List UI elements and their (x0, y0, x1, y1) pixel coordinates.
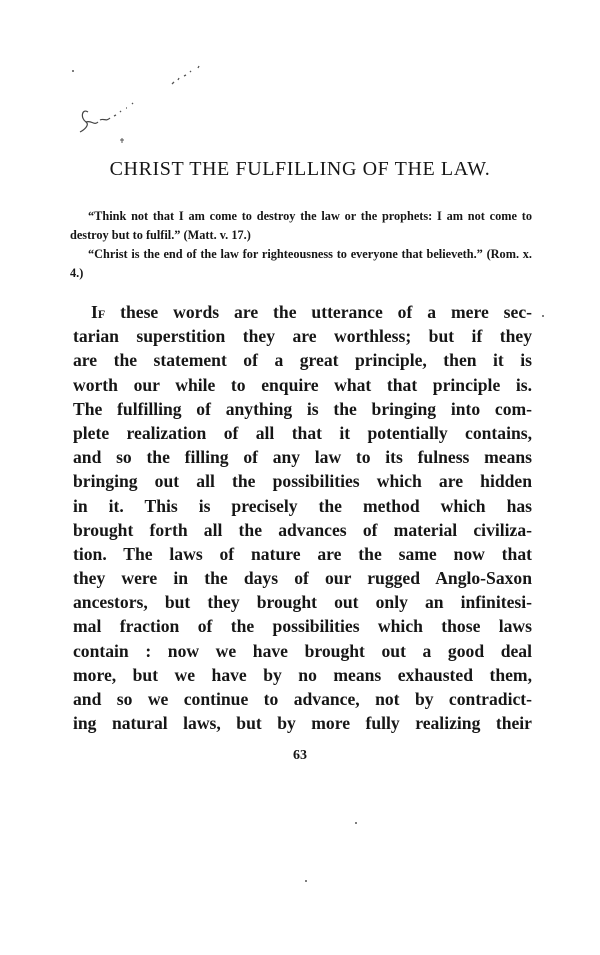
text-line: plete realization of all that it potentially contains, (73, 422, 532, 443)
text-line: brought forth all the advances of material civiliza- (73, 519, 532, 540)
paper-speck (72, 70, 74, 72)
text-line: The fulfilling of anything is the bringing into com- (73, 398, 532, 419)
text-line: ing natural laws, but by more fully realizing their (73, 713, 532, 734)
text-line: in it. This is precisely the method which has (73, 495, 532, 516)
epigraph-text: “Think not that I am come to destroy the law or the prophets: I am not come to destroy but to fulfil.” (Matt. v. 17.) (70, 209, 532, 242)
body-paragraph (73, 300, 532, 735)
paper-speck (542, 315, 544, 317)
text-line: worth our while to enquire what that principle is. (73, 374, 532, 395)
pencil-marginalia (70, 60, 220, 150)
page-number: 63 (293, 748, 307, 763)
text-line: and so the filling of any law to its fulness means (73, 447, 532, 468)
chapter-title: CHRIST THE FULFILLING OF THE LAW. (109, 158, 491, 180)
text-line: tion. The laws of nature are the same now that (73, 543, 532, 564)
text-line: contain : now we have brought out a good deal (73, 640, 532, 661)
text-line: mal fraction of the possibilities which those laws (73, 616, 532, 637)
paper-speck (305, 880, 307, 882)
text-line: bringing out all the possibilities which are hidden (73, 471, 532, 492)
epigraph-romans (70, 245, 532, 283)
text-line: they were in the days of our rugged Anglo-Saxon (73, 568, 532, 589)
first-word: If (91, 302, 106, 322)
epigraph-text: “Christ is the end of the law for righteousness to everyone that believeth.” (Rom. x. 4.) (70, 247, 532, 280)
text-line: and so we continue to advance, not by contradict- (73, 689, 532, 709)
epigraph-matthew (70, 207, 532, 245)
text-line: ancestors, but they brought out only an infinitesi- (73, 592, 532, 613)
text-line (73, 300, 532, 324)
text-line: are the statement of a great principle, then it is (73, 350, 532, 371)
text-line: tarian superstition they are worthless; but if they (73, 326, 532, 347)
text-line: more, but we have by no means exhausted them, (73, 664, 532, 685)
line-text: these words are the utterance of a mere sec- (120, 302, 532, 322)
paper-speck (355, 822, 357, 824)
